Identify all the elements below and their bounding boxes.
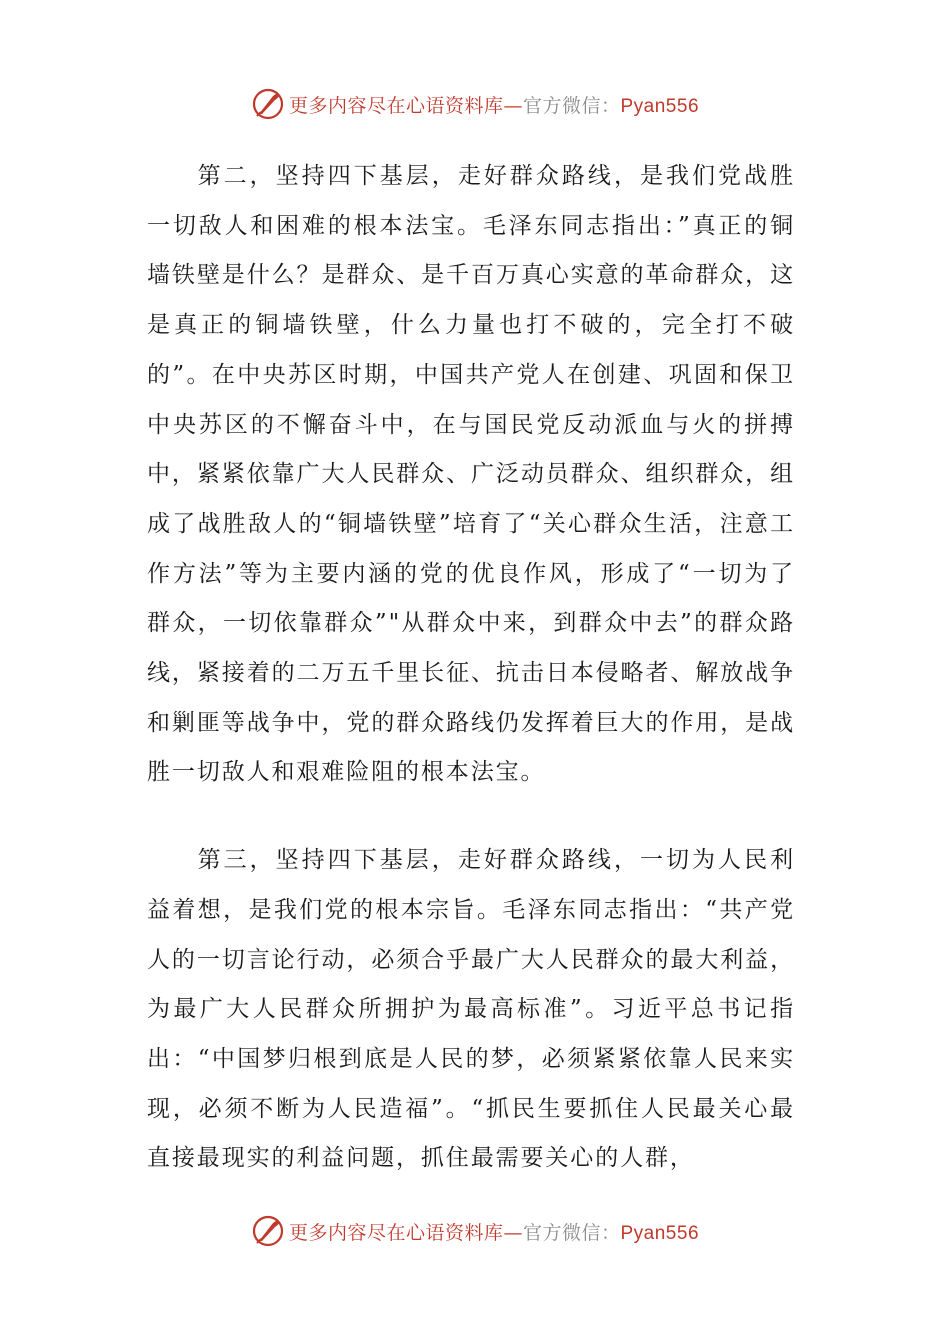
quill-pen-logo-icon xyxy=(251,1214,285,1248)
banner-text xyxy=(289,91,699,118)
banner-main-text: 更多内容尽在心语资料库 xyxy=(288,1221,504,1244)
banner-dash: — xyxy=(503,94,523,117)
banner-wechat-label: 官方微信： xyxy=(522,1221,621,1244)
paragraph-third-point: 第三，坚持四下基层，走好群众路线，一切为人民利益着想，是我们党的根本宗旨。毛泽东同志指出：“共产党人的一切言论行动，必须合乎最广大人民群众的最大利益，为最广大人民群众所拥护为最高标准”。习近平总书记指出：“中国梦归根到底是人民的梦，必须紧紧依靠人民来实现，必须不断为人民造福”。“抓民生要抓住人民最关心最直接最现实的利益问题，抓住最需要关心的人群， xyxy=(147,847,795,1172)
banner-main-text: 更多内容尽在心语资料库 xyxy=(288,94,504,117)
paragraph-second-point: 第二，坚持四下基层，走好群众路线，是我们党战胜一切敌人和困难的根本法宝。毛泽东同志指出：”真正的铜墙铁壁是什么？是群众、是千百万真心实意的革命群众，这是真正的铜墙铁壁，什么力量也打不破的，完全打不破的”。在中央苏区时期，中国共产党人在创建、巩固和保卫中央苏区的不懈奋斗中，在与国民党反动派血与火的拼搏中，紧紧依靠广大人民群众、广泛动员群众、组织群众，组成了战胜敌人的“铜墙铁壁”培育了“关心群众生活，注意工作方法”等为主要内涵的党的优良作风，形成了“一切为了群众，一切依靠群众”"从群众中来，到群众中去”的群众路线，紧接着的二万五千里长征、抗击日本侵略者、解放战争和剿匪等战争中，党的群众路线仍发挥着巨大的作用，是战胜一切敌人和艰难险阻的根本法宝。 xyxy=(147,163,795,786)
quill-pen-logo-icon xyxy=(251,87,285,121)
header-banner xyxy=(0,84,950,124)
footer-banner xyxy=(0,1211,950,1251)
banner-dash: — xyxy=(503,1221,523,1244)
banner-wechat-id: Pyan556 xyxy=(620,95,700,117)
banner-text xyxy=(289,1218,699,1245)
banner-wechat-label: 官方微信： xyxy=(522,94,621,117)
banner-wechat-id: Pyan556 xyxy=(620,1222,700,1244)
document-body xyxy=(147,152,795,1184)
